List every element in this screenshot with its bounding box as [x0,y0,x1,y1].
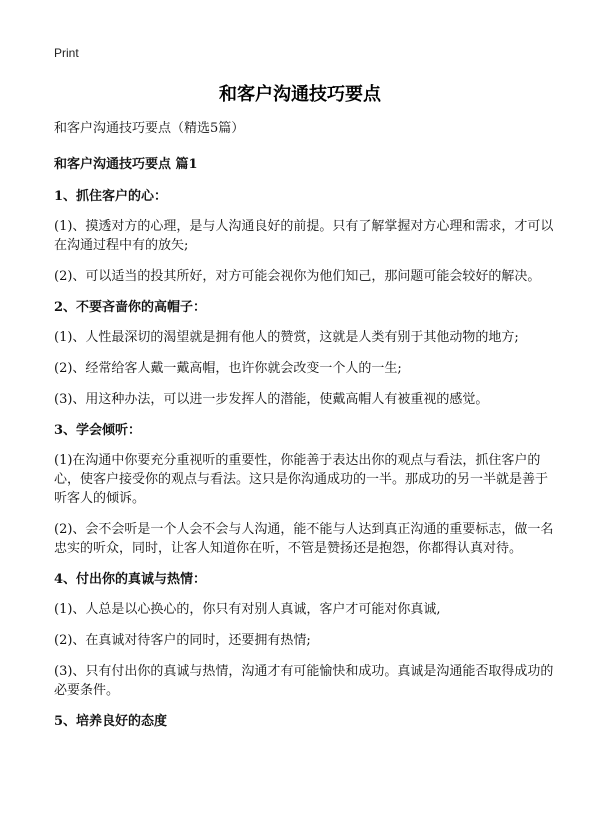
print-link[interactable]: Print [54,46,79,60]
paragraph: (2)、可以适当的投其所好，对方可能会视你为他们知己，那问题可能会较好的解决。 [54,269,541,284]
paragraph: (1)、人性最深切的渴望就是拥有他人的赞赏，这就是人类有别于其他动物的地方; [54,330,519,345]
paragraph: (3)、用这种办法，可以进一步发挥人的潜能，使戴高帽人有被重视的感觉。 [54,392,489,407]
paragraph: (2)、在真诚对待客户的同时，还要拥有热情; [54,633,311,648]
section-4 [54,570,554,700]
document-subtitle: 和客户沟通技巧要点（精选5篇） [54,121,245,136]
document-title: 和客户沟通技巧要点 [219,84,381,105]
article-heading: 和客户沟通技巧要点 篇1 [54,157,198,172]
section-2 [54,298,554,409]
section-heading: 1、抓住客户的心： [54,189,168,204]
paragraph: (1)、人总是以心换心的，你只有对别人真诚，客户才可能对你真诚, [54,602,441,617]
section-1 [54,187,554,286]
section-heading: 3、学会倾听： [54,423,142,438]
section-heading: 4、付出你的真诚与热情： [54,572,207,587]
section-3 [54,421,554,558]
paragraph: (2)、会不会听是一个人会不会与人沟通，能不能与人达到真正沟通的重要标志，做一名忠实的听众，同时，让客人知道你在听，不管是赞扬还是抱怨，你都得认真对待。 [54,522,554,556]
section-heading: 5、培养良好的态度 [54,714,168,729]
paragraph: (2)、经常给客人戴一戴高帽，也许你就会改变一个人的一生; [54,361,402,376]
paragraph: (1)、摸透对方的心理，是与人沟通良好的前提。只有了解掌握对方心理和需求，才可以在沟通过程中有的放矢; [54,219,554,253]
paragraph: (1)在沟通中你要充分重视听的重要性，你能善于表达出你的观点与看法，抓住客户的心，使客户接受你的观点与看法。这只是你沟通成功的一半。那成功的另一半就是善于听客人的倾诉。 [54,453,549,506]
section-heading: 2、不要吝啬你的高帽子： [54,300,207,315]
paragraph: (3)、只有付出你的真诚与热情，沟通才有可能愉快和成功。真诚是沟通能否取得成功的必要条件。 [54,664,554,698]
section-5 [54,712,554,732]
document-body [54,119,554,742]
